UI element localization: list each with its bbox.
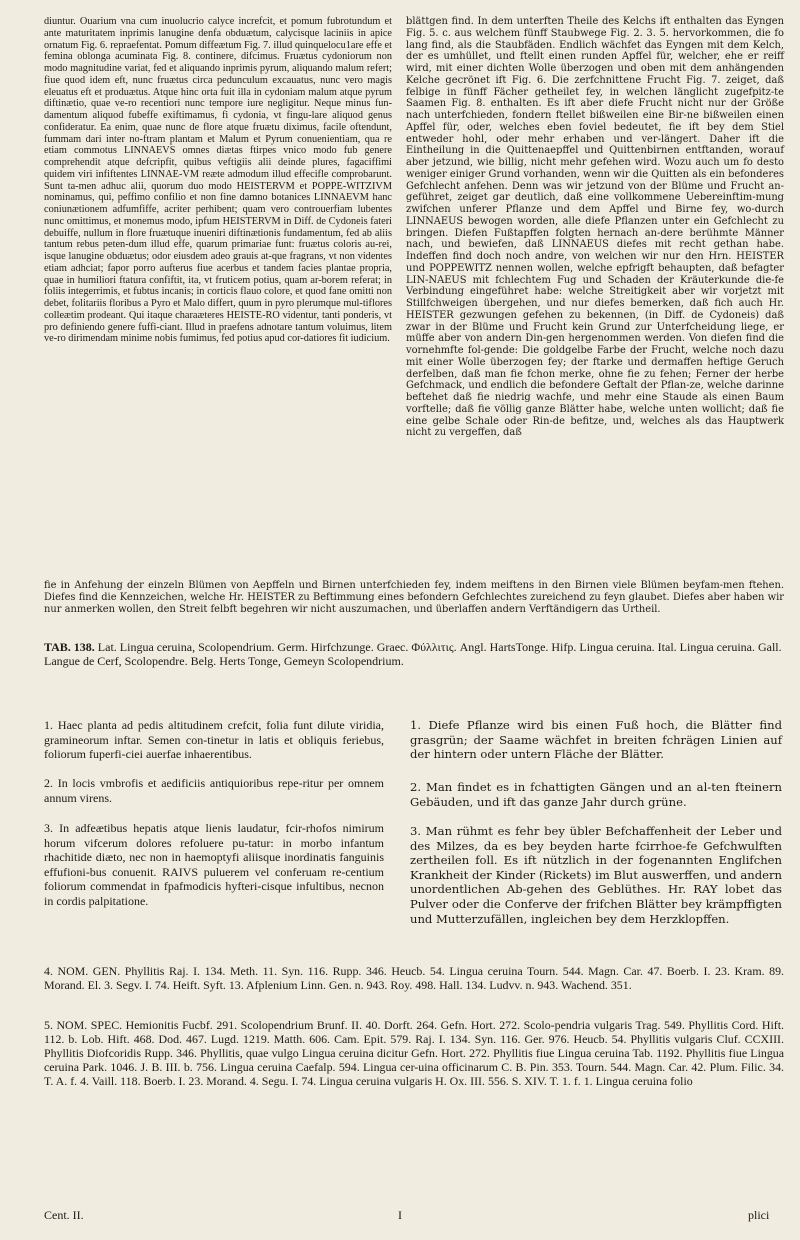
german-section-1: 1. Diefe Pflanze wird bis einen Fuß hoch, die Blätter find grasgrün; der Saame wächfet in breiten fchrägen Linien auf der hintern oder untern Fläche der Blätter. [410,718,782,762]
german-full-width-paragraph: fie in Anfehung der einzeln Blümen von Aepffeln und Birnen unterfchieden fey, indem meiftens in den Birnen viele Blümen beyfam-men ftehen. Diefes find die Kennzeichen, welche Hr. HEISTER zu Beftimmung eines befondern Gefchlechtes zureichend zu feyn glaubet. Diefes aber haben wir nur anmerken wollen, den Streit felbft begehren wir nicht auszumachen, und überlaffen andern Verftändigern das Urtheil. [44,580,784,615]
plate-header [44,640,784,669]
latin-section-1: 1. Haec planta ad pedis altitudinem crefcit, folia funt dilute viridia, gramineorum inftar. Semen con-tinetur in latis et obliquis feriebus, foliorum fuperfi-ciei auerfae inhaerentibus. [44,718,384,762]
latin-column-top: diuntur. Ouarium vna cum inuolucrio calyce increfcit, et pomum fubrotundum et ante maturitatem inprimis lanugine denfa obduætum, calycisque laciniis in apice ornatum Fig. 6. repraefentat. Pomum diffeætum Fig. 7. illud quinquelocu1are effe et femina oblonga acuminata Fig. 8. continere, difcimus. Fruætus cydoniorum non modo magnitudine variat, fed et aliquando inprimis pyrum, aliquando malum refert; fiue quod idem eft, nunc fruætus circa pedunculum excauatus, nunc vero magis eleuatus eft et produætus. Atque hinc orta fuit illa in cydoniam malum atque pyrum diftinætio, quae ve-ro recentiori nunc tempore iure negligitur. Neque minus fun-damentum aliquod fubeffe exiftimamus, fi cydonia, vt fingu-lare aliquod genus confideratur. Ea enim, quae nunc de flore atque fruætu diximus, facile oftendunt, fummam dari inter no-ftram plantam et Malum et Pyrum conuenientiam, qua re etiam commotus LINNAEVS omnes diætas ftirpes vnico modo fub genere comprehendit atque defcripfit, quibus veftigiis alii deinde plures, fagaciffimi quidem viri infiftentes LINNAE-VM reæte admodum illud effecifle comprobarunt. Sunt ta-men adhuc alii, quorum duo modo HEISTERVM et POPPE-WITZIVM nominamus, qui, peffimo confilio et non fine damno botanices LINNAEVM hanc coniunætionem adfumfiffe, acriter perhibent; quam vero controuerfiam lubentes nunc omittimus, et monemus modo, ipfum HEISTERVM in Diff. de Cydoneis fateri debuiffe, nullum in flore fruætuque inueniri diftinætionis fundamentum, fed ab aliis tantum rebus peten-dum illud effe, quarum primariae funt: fruætus coloris au-rei, isque lanugine obduætus; odor eiusdem adeo grauis at-que fragrans, vt non videntes etiam adhciat; fapor porro aufterus fiue acerbus et tandem facies plantae propria, quae in humiliori ftatura confiftit, ita, vt fruticem potius, quam ar-borem referat; in foliis integerrimis, et fubtus incanis; in corticis flauo colore, et quod fane omitti non debet, folitariis floribus a Pyro et Malo differt, quum in pyro plerumque mul-tiflores colleætim prodeant. Qui itaque charaæteres HEISTE-RO videntur, tanti ponderis, vt pro definiendo genere fuffi-ciant. Illud in praefens adnotare tantum voluimus, litem ve-ro dirimendam minime nobis fumimus, fed potius apud cor-datiores fit iudicium. [44,16,392,345]
german-section-3: 3. Man rühmt es fehr bey übler Befchaffenheit der Leber und des Milzes, da es bey beyden harte fcirrhoe-fe Gefchwulften zertheilen foll. Es ift nützlich in der fogenannten Englifchen Krankheit der Kinder (Rickets) im Blut auswerffen, und andern unordentlichen Ab-gehen des Geblüthes. Hr. RAY lobet das Pulver oder die Conferve der frifchen Blätter bey krämpffigten und Mutterzufällen, ingleichen bey dem Herzklopffen. [410,824,782,926]
nomenclature-genus: 4. NOM. GEN. Phyllitis Raj. I. 134. Meth. 11. Syn. 116. Rupp. 346. Heucb. 54. Lingua ceruina Tourn. 544. Magn. Car. 47. Boerb. I. 23. Kram. 89. Morand. El. 3. Segv. I. 74. Heift. Syft. 13. Afplenium Linn. Gen. n. 943. Roy. 498. Hall. 134. Ludvv. n. 943. Wachend. 351. [44,964,784,993]
latin-section-2: 2. In locis vmbrofis et aedificiis antiquioribus repe-ritur per omnem annum virens. [44,776,384,805]
german-section-2: 2. Man findet es in fchattigten Gängen und an al-ten fteinern Gebäuden, und ift das ganze Jahr durch grüne. [410,780,782,809]
nomenclature-species: 5. NOM. SPEC. Hemionitis Fucbf. 291. Scolopendrium Brunf. II. 40. Dorft. 264. Gefn. Hort. 272. Scolo-pendria vulgaris Trag. 549. Phyllitis Cord. Hift. 112. b. Lob. Hift. 468. Dod. 467. Lugd. 1219. Matth. 606. Cam. Epit. 579. Raj. I. 134. Syn. 116. Ger. 976. Heucb. 54. Phyllitis vulgaris Cluf. CCXIII. Phyllitis Diofcoridis Rupp. 346. Phyllitis, quae vulgo Lingua ceruina dicitur Gefn. Hort. 272. Phyllitis fiue Lingua ceruina Tab. 1192. Phyllitis fiue Lingua ceruina Park. 1046. J. B. III. b. 756. Lingua ceruina Caefalp. 594. Lingua cer-uina officinarum C. B. Pin. 353. Tourn. 544. Magn. Car. 42. Plum. Filic. 34. T. A. f. 4. Vaill. 118. Boerb. I. 23. Morand. 4. Segu. I. 74. Lingua ceruina vulgaris H. Ox. III. 556. S. XIV. T. 1. f. 1. Lingua ceruina folio [44,1018,784,1089]
top-text-block [44,16,784,628]
plate-number: TAB. 138. [44,640,95,654]
footer-catchword: plici [748,1208,770,1222]
footer-page-mark: I [398,1208,402,1222]
footer-signature: Cent. II. [44,1208,84,1222]
german-column-top: blättgen find. In dem unterften Theile des Kelchs ift enthalten das Eyngen Fig. 5. c. aus welchem fünff Staubwege Fig. 2. 3. 5. hervorkommen, die fo lang find, als die Staubfäden. Endlich wächfet das Eyngen mit dem Kelch, der es umhüllet, und ftellt einen runden Apffel für, welcher, ehe er reiff wird, mit einer dichten Wolle überzogen und oben mit dem anhängenden Kelche gecrönet ift Fig. 6. Die zerfchnittene Frucht Fig. 7. zeiget, daß felbige in fünff Fächer getheilet fey, in welchen länglicht zugefpitz-te Saamen Fig. 8. enthalten. Es ift aber diefe Frucht nicht nur der Größe nach unterfchieden, fondern ftellet bißweilen eine Bir-ne bißweilen einen Apffel für, oder, welches eben foviel bedeutet, fie ift bey dem Stiel entweder hohl, oder mehr erhaben und ver-längert. Daher ift die Eintheilung in die Quittenaepffel und Quittenbirnen entftanden, worauf aber jetzund, wie billig, nicht mehr gefehen wird. Wozu auch um fo desto weniger einiger Grund vorhanden, wenn wir die Quitten als ein befonderes Gefchlecht anfehen. Denn was wir jetzund von der Blüme und Frucht an-geführet, zeiget gar deutlich, daß eine vollkommene Uebereinftim-mung zwifchen unferer Pflanze und dem Apffel und Birne fey, wo-durch LINNAEUS bewogen worden, alle diefe Pflanzen unter ein Gefchlecht zu bringen. Diefen Fußtapffen folgten hernach an-dere berühmte Männer nach, und bewiefen, daß LINNAEUS diefes mit recht gethan habe. Indeffen find doch noch andre, von welchen wir nur den Hrn. HEISTER und POPPEWITZ nennen wollen, welche epfrigft behaupten, daß befagter LIN-NAEUS mit fchlechtem Fug und Schaden der Kräuterkunde die-fe Verbindung eingeführet habe: welche Streitigkeit aber wir vorjetzt mit Stillfchweigen übergehen, und nur diefes bemerken, daß fich auch Hr. HEISTER gezwungen gefehen zu bekennen, (in Diff. de Cydoneis) daß zwar in der Blüme und Frucht kein Grund zur Unterfcheidung liege, er müffe aber von andern Din-gen hergenommen werden. Von diefen find die vornehmfte fol-gende: Die goldgelbe Farbe der Frucht, welche noch dazu mit einer Wolle überzogen fey; der ftarke und dermaffen heftige Geruch derfelben, daß man fie fchon merke, ohne fie zu fehen; Ferner der herbe Gefchmack, und endlich die befondere Geftalt der Pflan-ze, welche darinne beftehet daß fie niedrig wachfe, und mehr eine Staude als einen Baum vorftelle; daß fie völlig ganze Blätter habe, welche unten wollicht; daß fie eine gelbe Schale oder Rin-de befitze, und, welches als das Hauptwerk nicht zu vergeffen, daß [406,16,784,439]
latin-section-3: 3. In adfeætibus hepatis atque lienis laudatur, fcir-rhofos nimirum horum vifcerum dolores refoluere pu-tatur: in morbo infantum rhachitide diæto, nec non in haemoptyfi aliisque inordinatis fanguinis effufioni-bus conuenit. RAIVS puluerem vel conferuam re-centium foliorum commendat in fpafmodicis hyfteri-cisque infultibus, necnon in cordis palpitatione. [44,821,384,908]
plate-names: Lat. Lingua ceruina, Scolopendrium. Germ. Hirfchzunge. Graec. Φύλλιτις. Angl. HartsTonge. Hifp. Lingua ceruina. Ital. Lingua ceruina. Gall. Langue de Cerf, Scolopendre. Belg. Herts Tonge, Gemeyn Scolopendrium. [44,640,782,669]
